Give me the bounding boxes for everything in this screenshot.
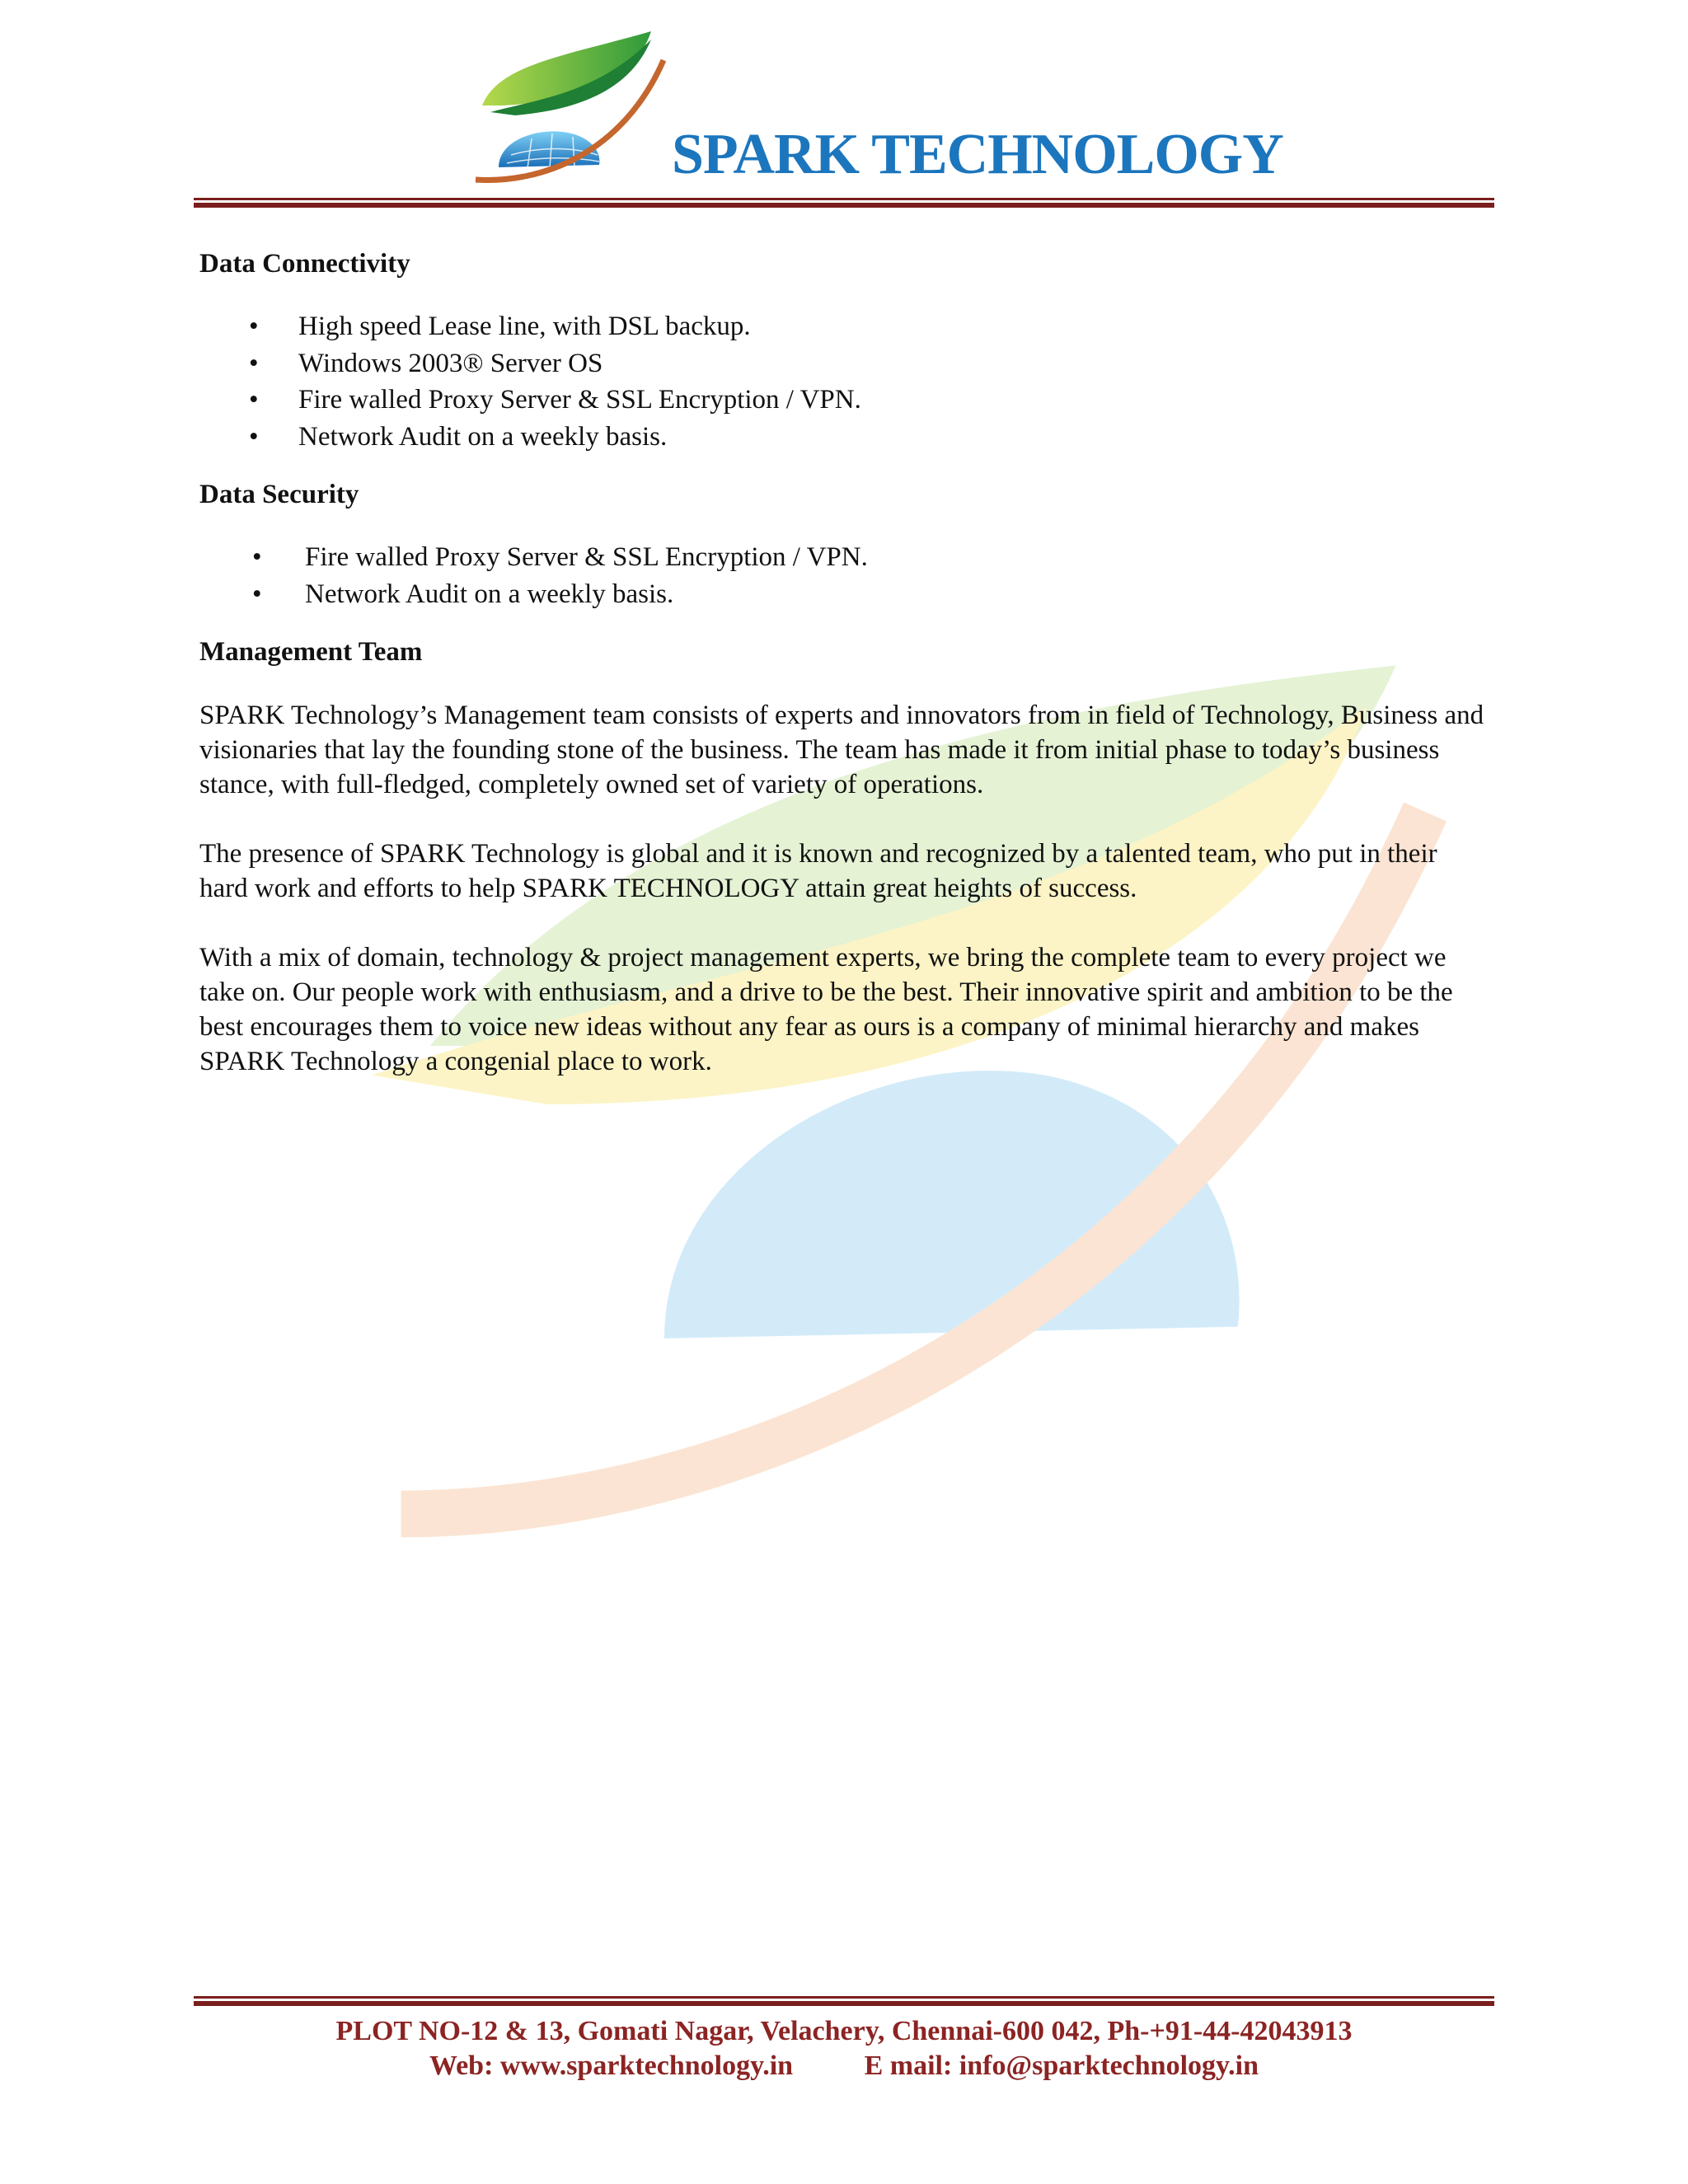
footer-address: PLOT NO-12 & 13, Gomati Nagar, Velachery, Chennai-600 042, Ph-+91-44-42043913	[335, 2016, 1353, 2046]
footer-web-link[interactable]: Web: www.sparktechnology.in	[429, 2050, 794, 2081]
section-heading-connectivity: Data Connectivity	[199, 249, 410, 279]
section-heading-security: Data Security	[199, 480, 359, 509]
section-heading-management: Management Team	[199, 637, 423, 667]
list-item: • Windows 2003® Server OS	[199, 345, 1485, 382]
list-item: • High speed Lease line, with DSL backup.	[199, 308, 1485, 345]
list-item: • Fire walled Proxy Server & SSL Encryption / VPN.	[199, 539, 1485, 576]
management-paragraph: The presence of SPARK Technology is global and it is known and recognized by a talented team, who put in their hard work and efforts to help SPARK TECHNOLOGY attain great heights of success.	[199, 839, 1437, 903]
security-list	[199, 539, 1485, 612]
management-paragraph: With a mix of domain, technology & project management experts, we bring the complete team to every project we take on. Our people work with enthusiasm, and a drive to be the best. Their innovative spirit and ambition to be the best encourages them to voice new ideas without any fear as ours is a company of minimal hierarchy and makes SPARK Technology a congenial place to work.	[199, 943, 1453, 1076]
footer	[194, 2014, 1494, 2083]
connectivity-list	[199, 308, 1485, 455]
document-body	[199, 239, 1485, 1113]
leaf-globe-logo-icon	[466, 23, 680, 188]
header-rule	[194, 198, 1494, 209]
list-item: • Network Audit on a weekly basis.	[199, 419, 1485, 456]
footer-rule	[194, 1996, 1494, 2008]
management-paragraph: SPARK Technology’s Management team consists of experts and innovators from in field of Technology, Business and visionaries that lay the founding stone of the business. The team has made it from initial phase to today’s business stance, with full-fledged, completely owned set of variety of operations.	[199, 701, 1484, 799]
brand-name: SPARK TECHNOLOGY	[672, 123, 1283, 186]
list-item: • Network Audit on a weekly basis.	[199, 576, 1485, 613]
list-item: • Fire walled Proxy Server & SSL Encryption / VPN.	[199, 382, 1485, 419]
footer-email-link[interactable]: E mail: info@sparktechnology.in	[864, 2050, 1259, 2081]
